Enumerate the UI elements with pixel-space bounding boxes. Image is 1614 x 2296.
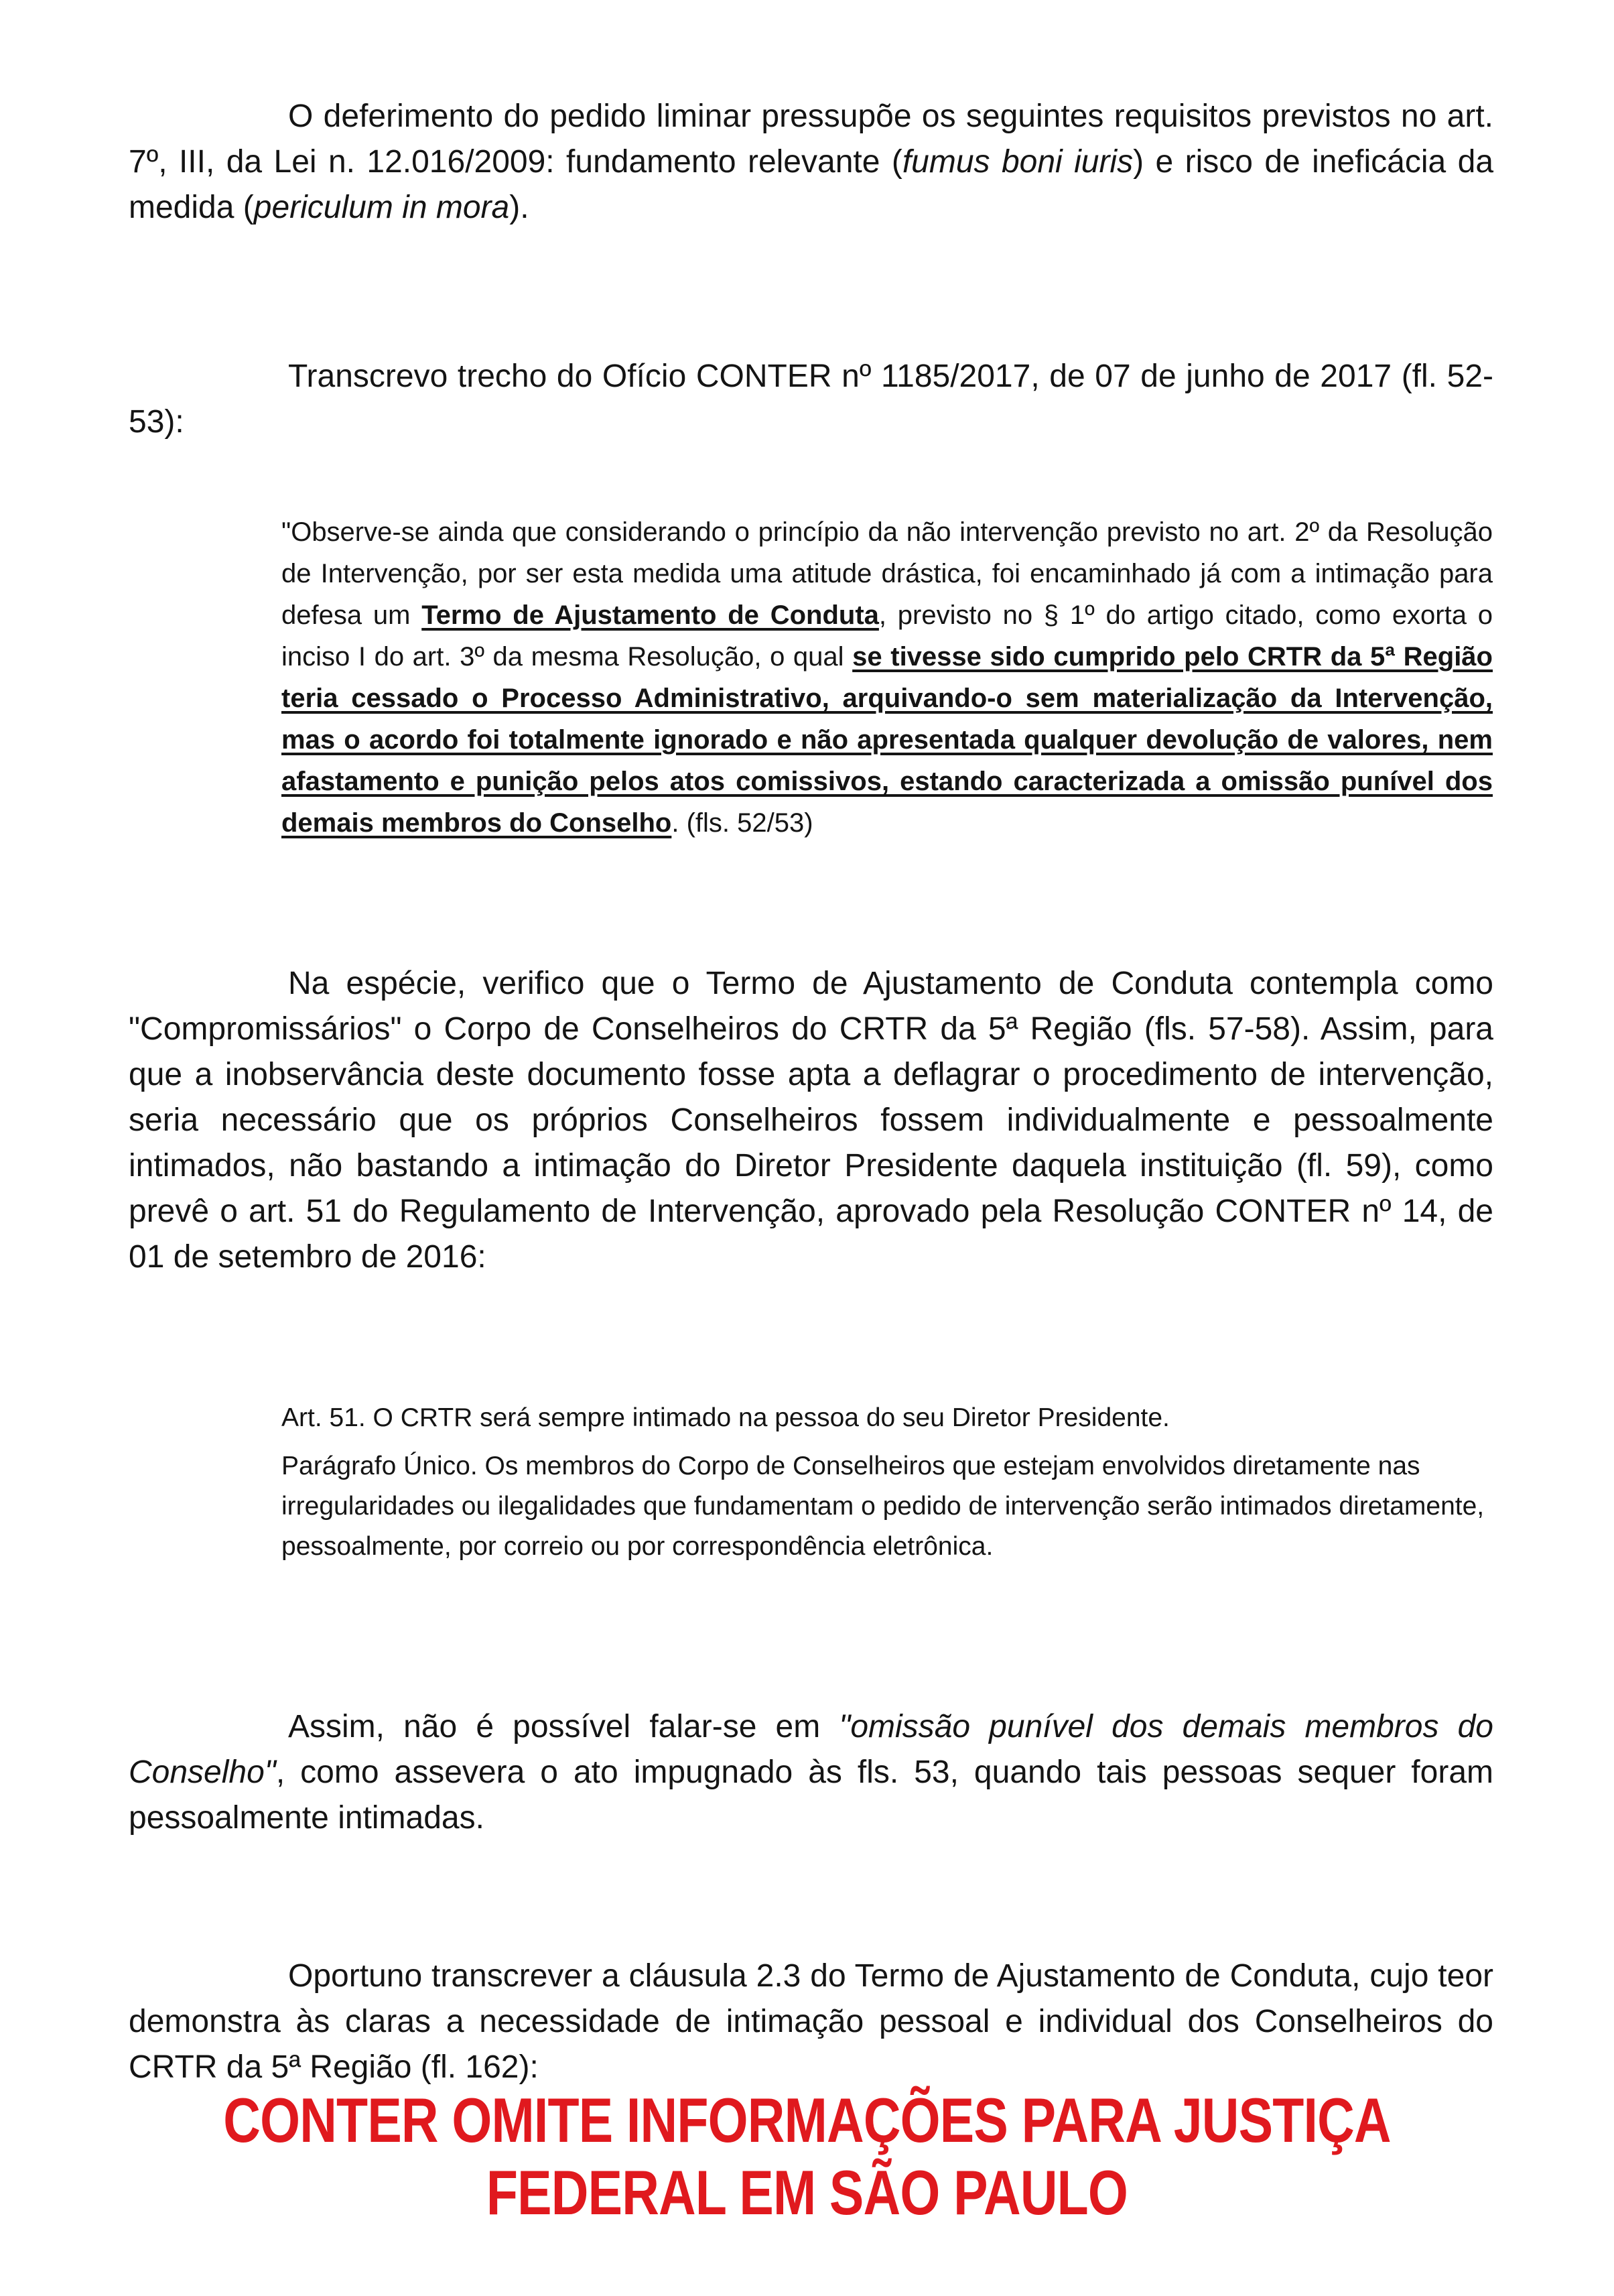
law-citation-art51 xyxy=(281,1398,1493,1567)
red-headline-banner: CONTER OMITE INFORMAÇÕES PARA JUSTIÇA FEDERAL EM SÃO PAULO xyxy=(223,2085,1391,2228)
law-article-text: Art. 51. O CRTR será sempre intimado na pessoa do seu Diretor Presidente. xyxy=(281,1403,1170,1432)
paragraph-na-especie: Na espécie, verifico que o Termo de Ajustamento de Conduta contempla como "Compromissários" o Corpo de Conselheiros do CRTR da 5ª Região (fls. 57-58). Assim, para que a inobservância deste documento fosse apta a deflagrar o procedimento de intervenção, seria necessário que os próprios Conselheiros fossem individualmente e pessoalmente intimados, não bastando a intimação do Diretor Presidente daquela instituição (fl. 59), como prevê o art. 51 do Regulamento de Intervenção, aprovado pela Resolução CONTER nº 14, de 01 de setembro de 2016: xyxy=(129,966,1493,1275)
para4-text-b: , como assevera o ato impugnado às fls. 53, quando tais pessoas sequer foram pessoalmente intimadas. xyxy=(129,1755,1493,1836)
paragraph-oportuno-transcrever: Oportuno transcrever a cláusula 2.3 do Termo de Ajustamento de Conduta, cujo teor demonstra às claras a necessidade de intimação pessoal e individual dos Conselheiros do CRTR da 5ª Região (fl. 162): xyxy=(129,1958,1493,2085)
paragraph-liminar-requisitos xyxy=(129,94,1493,231)
law-paragraph-unico: Parágrafo Único. Os membros do Corpo de Conselheiros que estejam envolvidos diretamente nas irregularidades ou ilegalidades que fundamentam o pedido de intervenção serão intimados diretamente, pessoalmente, por correio ou por correspondência eletrônica. xyxy=(281,1452,1485,1561)
para4-text-a: Assim, não é possível falar-se em xyxy=(288,1709,839,1744)
paragraph-assim-omissao xyxy=(129,1704,1493,1841)
paragraph-transcrevo-oficio: Transcrevo trecho do Ofício CONTER nº 1185/2017, de 07 de junho de 2017 (fl. 52-53): xyxy=(129,359,1493,440)
quote-text-c: . (fls. 52/53) xyxy=(671,808,813,838)
quote-text-b: , previsto no § 1º do artigo citado, como exorta o inciso I do art. 3º da mesma Resolução, o qual xyxy=(281,600,1493,672)
quote-text-a: "Observe-se ainda que considerando o princípio da não intervenção previsto no art. 2º da Resolução de Intervenção, por ser esta medida uma atitude drástica, foi encaminhado já com a intimação para defesa um xyxy=(281,517,1493,630)
quote-underline-cumprido: se tivesse sido cumprido pelo CRTR da 5ª Região teria cessado o Processo Administrativo, arquivando-o sem materialização da Intervenção, mas o acordo foi totalmente ignorado e não apresentada qualquer devolução de valores, nem afastamento e punição pelos atos comissivos, estando caracterizada a omissão punível dos demais membros do Conselho xyxy=(281,642,1493,838)
quote-oficio-conter xyxy=(281,511,1493,844)
para1-italic-periculum: periculum in mora xyxy=(253,190,510,225)
para1-text-a: O deferimento do pedido liminar pressupõe os seguintes requisitos previstos no art. 7º, III, da Lei n. 12.016/2009: fundamento relevante ( xyxy=(129,99,1493,180)
para4-italic-quote: "omissão punível dos demais membros do Conselho" xyxy=(129,1709,1493,1790)
para1-text-c: ). xyxy=(509,190,529,225)
para1-text-b: ) e risco de ineficácia da medida ( xyxy=(129,144,1494,225)
para1-italic-fumus: fumus boni iuris xyxy=(902,144,1134,180)
quote-underline-termo: Termo de Ajustamento de Conduta xyxy=(421,600,879,630)
